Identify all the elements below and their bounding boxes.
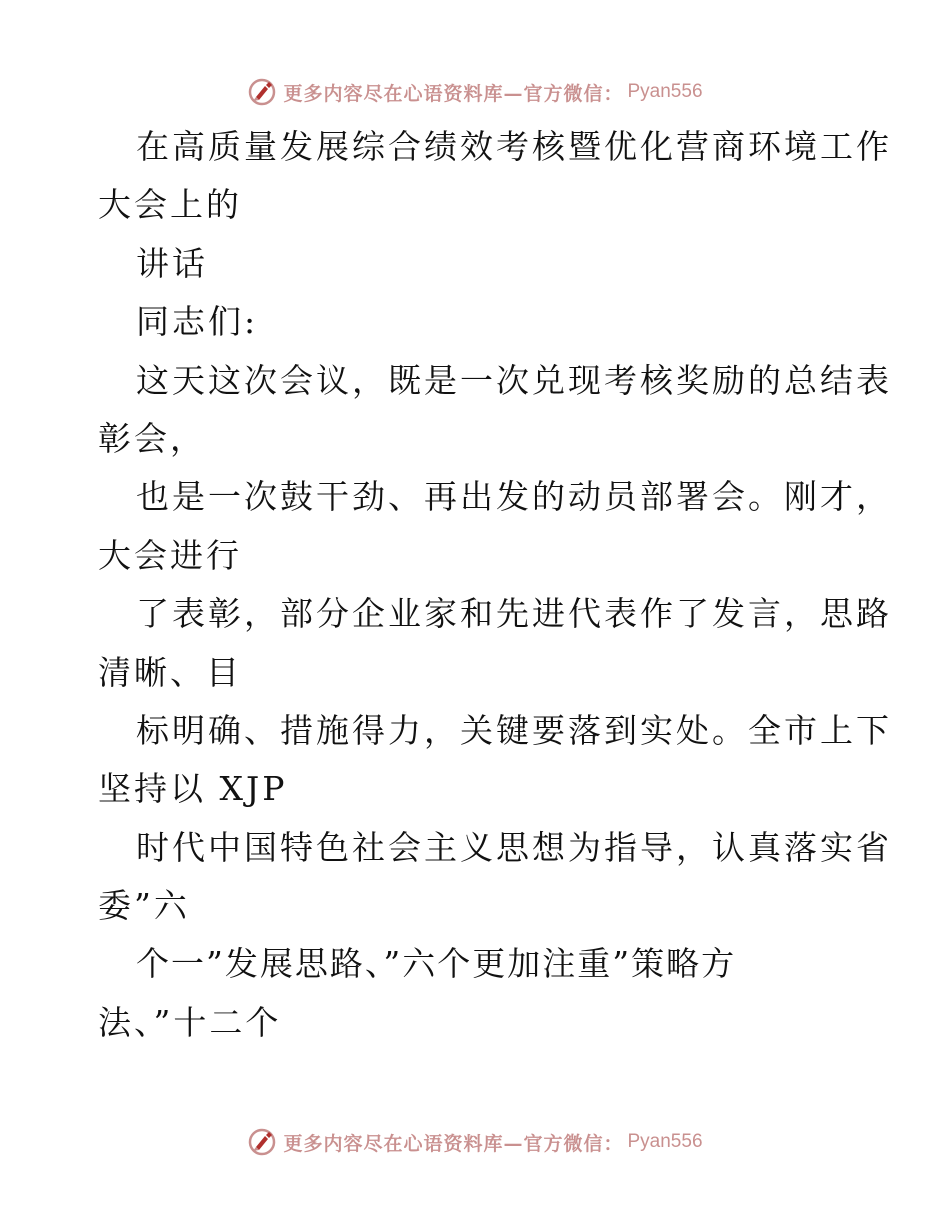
- pen-logo-icon: [247, 1127, 277, 1157]
- text-line: 了表彰，部分企业家和先进代表作了发言，思路: [136, 594, 892, 634]
- text-line: 讲话: [136, 243, 208, 283]
- pen-logo-icon: [247, 77, 277, 107]
- document-body: [98, 118, 892, 1052]
- header-watermark: [0, 72, 950, 112]
- text-line: 大会进行: [98, 535, 242, 575]
- text-line: 也是一次鼓干劲、再出发的动员部署会。刚才，: [136, 477, 892, 517]
- text-line: 法、”十二个: [98, 1002, 282, 1042]
- text-line: 在高质量发展综合绩效考核暨优化营商环境工作: [136, 127, 892, 166]
- text-line: 彰会，: [98, 418, 206, 458]
- text-line: 清晰、目: [98, 652, 242, 692]
- watermark-id: Pyan556: [627, 1131, 703, 1152]
- text-line: 这天这次会议，既是一次兑现考核奖励的总结表: [136, 360, 892, 400]
- text-line: 同志们:: [136, 302, 259, 342]
- text-line: 委”六: [98, 886, 190, 926]
- text-line: 大会上的: [98, 185, 242, 225]
- text-line: 个一”发展思路、”六个更加注重”策略方: [136, 944, 737, 984]
- text-line: 时代中国特色社会主义思想为指导，认真落实省: [136, 827, 892, 867]
- text-line: 坚持以 XJP: [98, 769, 288, 809]
- text-line: 标明确、措施得力，关键要落到实处。全市上下: [136, 710, 892, 750]
- watermark-id: Pyan556: [627, 81, 703, 102]
- watermark-text: 更多内容尽在心语资料库—官方微信：: [283, 82, 624, 105]
- footer-watermark: [0, 1122, 950, 1162]
- watermark-text: 更多内容尽在心语资料库—官方微信：: [283, 1132, 624, 1155]
